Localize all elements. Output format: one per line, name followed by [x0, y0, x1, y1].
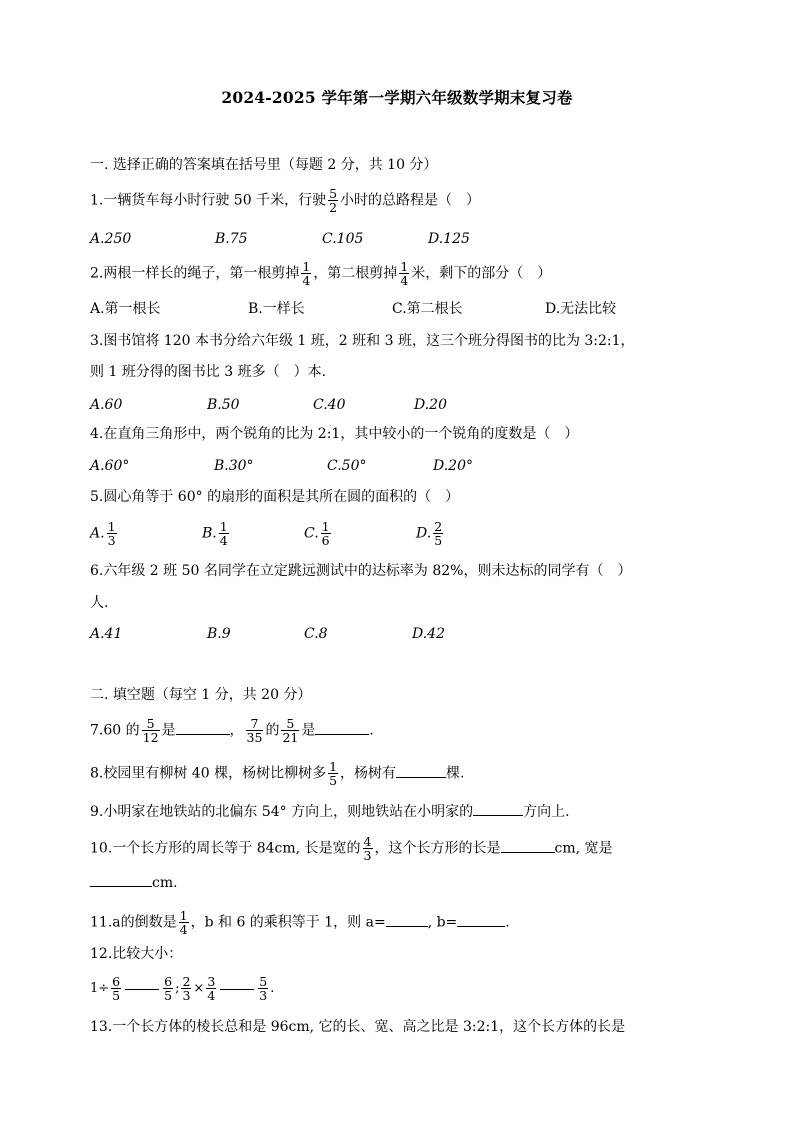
question-10-line-2: cm.	[90, 872, 178, 893]
q3-option-b: B.50	[207, 397, 240, 413]
q3-option-d: D.20	[414, 397, 447, 413]
fraction: $\frac{1}{3}$	[107, 519, 116, 548]
q2-option-a: A.第一根长	[90, 301, 161, 317]
question-4: 4.在直角三角形中，两个锐角的比为 2:1，其中较小的一个锐角的度数是（ ）	[90, 426, 579, 442]
q6-option-c: C.8	[304, 626, 328, 642]
question-2: 2.两根一样长的绳子，第一根剪掉 $\frac{1}{4}$ ，第二根剪掉 $\frac{1}{4}$ 米，剩下的部分（ ）	[90, 259, 552, 288]
fraction: $\frac{7}{35}$	[246, 716, 263, 745]
q3-option-a: A.60	[90, 397, 123, 413]
fraction: $\frac{6}{5}$	[164, 974, 173, 1003]
fraction: $\frac{1}{4}$	[400, 259, 409, 288]
question-12-expressions: 1÷ $\frac{6}{5}$ $\frac{6}{5}$ ; $\frac{2}{3}$ × $\frac{3}{4}$ $\frac{5}{3}$ .	[90, 974, 275, 1003]
answer-blank[interactable]	[473, 801, 523, 816]
q5-option-c: C. $\frac{1}{6}$	[304, 519, 330, 548]
answer-blank[interactable]	[501, 838, 555, 853]
q5-option-d: D. $\frac{2}{5}$	[416, 519, 443, 548]
fraction: $\frac{1}{6}$	[321, 519, 330, 548]
q4-option-a: A.60°	[90, 458, 130, 474]
q1-option-d: D.125	[428, 231, 470, 247]
question-6-line-2: 人.	[90, 595, 109, 611]
section-1-heading: 一. 选择正确的答案填在括号里（每题 2 分，共 10 分）	[90, 157, 438, 173]
question-3-line-2: 则 1 班分得的图书比 3 班多（ ）本.	[90, 364, 327, 380]
question-10-line-1: 10.一个长方形的周长等于 84cm, 长是宽的 $\frac{4}{3}$ ，这个长方形的长是 cm, 宽是	[90, 834, 613, 863]
answer-blank[interactable]	[90, 872, 152, 887]
q4-option-c: C.50°	[327, 458, 367, 474]
q2-option-b: B.一样长	[248, 301, 305, 317]
question-13: 13.一个长方体的棱长总和是 96cm, 它的长、宽、高之比是 3:2:1，这个长方体的长是	[90, 1019, 626, 1035]
answer-blank[interactable]	[396, 763, 446, 778]
answer-blank[interactable]	[315, 720, 369, 735]
section-2-heading: 二. 填空题（每空 1 分，共 20 分）	[90, 687, 312, 703]
q6-option-a: A.41	[90, 626, 123, 642]
q6-option-d: D.42	[412, 626, 445, 642]
q1-option-a: A.250	[90, 231, 132, 247]
q4-option-d: D.20°	[433, 458, 473, 474]
fraction: $\frac{1}{4}$	[179, 908, 188, 937]
compare-blank[interactable]	[125, 988, 159, 990]
q1-option-c: C.105	[322, 231, 364, 247]
q1-option-b: B.75	[215, 231, 248, 247]
answer-blank[interactable]	[386, 912, 428, 927]
q6-option-b: B.9	[207, 626, 231, 642]
q2-option-d: D.无法比较	[545, 301, 617, 317]
q5-option-a: A. $\frac{1}{3}$	[90, 519, 116, 548]
fraction: $\frac{5}{3}$	[259, 974, 268, 1003]
q2-option-c: C.第二根长	[392, 301, 463, 317]
fraction: $\frac{1}{5}$	[329, 759, 338, 788]
fraction: $\frac{5}{21}$	[282, 716, 299, 745]
answer-blank[interactable]	[176, 720, 230, 735]
fraction: $\frac{3}{4}$	[207, 974, 216, 1003]
question-12-label: 12.比较大小：	[90, 946, 183, 962]
question-1: 1.一辆货车每小时行驶 50 千米，行驶 $\frac{5}{2}$ 小时的总路程是（ ）	[90, 186, 481, 215]
fraction: $\frac{5}{12}$	[142, 716, 159, 745]
question-8: 8.校园里有柳树 40 棵，杨树比柳树多 $\frac{1}{5}$ ，杨树有 棵.	[90, 759, 465, 788]
question-9: 9.小明家在地铁站的北偏东 54° 方向上，则地铁站在小明家的 方向上.	[90, 801, 570, 822]
q4-option-b: B.30°	[214, 458, 254, 474]
fraction: $\frac{1}{4}$	[219, 519, 228, 548]
compare-blank[interactable]	[220, 988, 254, 990]
fraction: $\frac{5}{2}$	[329, 186, 338, 215]
fraction: $\frac{2}{3}$	[182, 974, 191, 1003]
fraction: $\frac{4}{3}$	[363, 834, 372, 863]
fraction: $\frac{6}{5}$	[112, 974, 121, 1003]
question-5: 5.圆心角等于 60° 的扇形的面积是其所在圆的面积的（ ）	[90, 489, 460, 505]
page-title: 2024-2025 学年第一学期六年级数学期末复习卷	[221, 88, 573, 107]
answer-blank[interactable]	[457, 912, 505, 927]
q3-option-c: C.40	[313, 397, 346, 413]
question-3-line-1: 3.图书馆将 120 本书分给六年级 1 班，2 班和 3 班，这三个班分得图书的比为 3:2:1，	[90, 333, 635, 349]
q5-option-b: B. $\frac{1}{4}$	[202, 519, 228, 548]
fraction: $\frac{2}{5}$	[434, 519, 443, 548]
fraction: $\frac{1}{4}$	[302, 259, 311, 288]
question-11: 11.a的倒数是 $\frac{1}{4}$ ，b 和 6 的乘积等于 1，则 a= , b= .	[90, 908, 510, 937]
question-7: 7.60 的 $\frac{5}{12}$ 是 ， $\frac{7}{35}$ 的 $\frac{5}{21}$ 是 .	[90, 716, 374, 745]
question-6-line-1: 6.六年级 2 班 50 名同学在立定跳远测试中的达标率为 82%，则未达标的同学有（ ）	[90, 563, 632, 579]
